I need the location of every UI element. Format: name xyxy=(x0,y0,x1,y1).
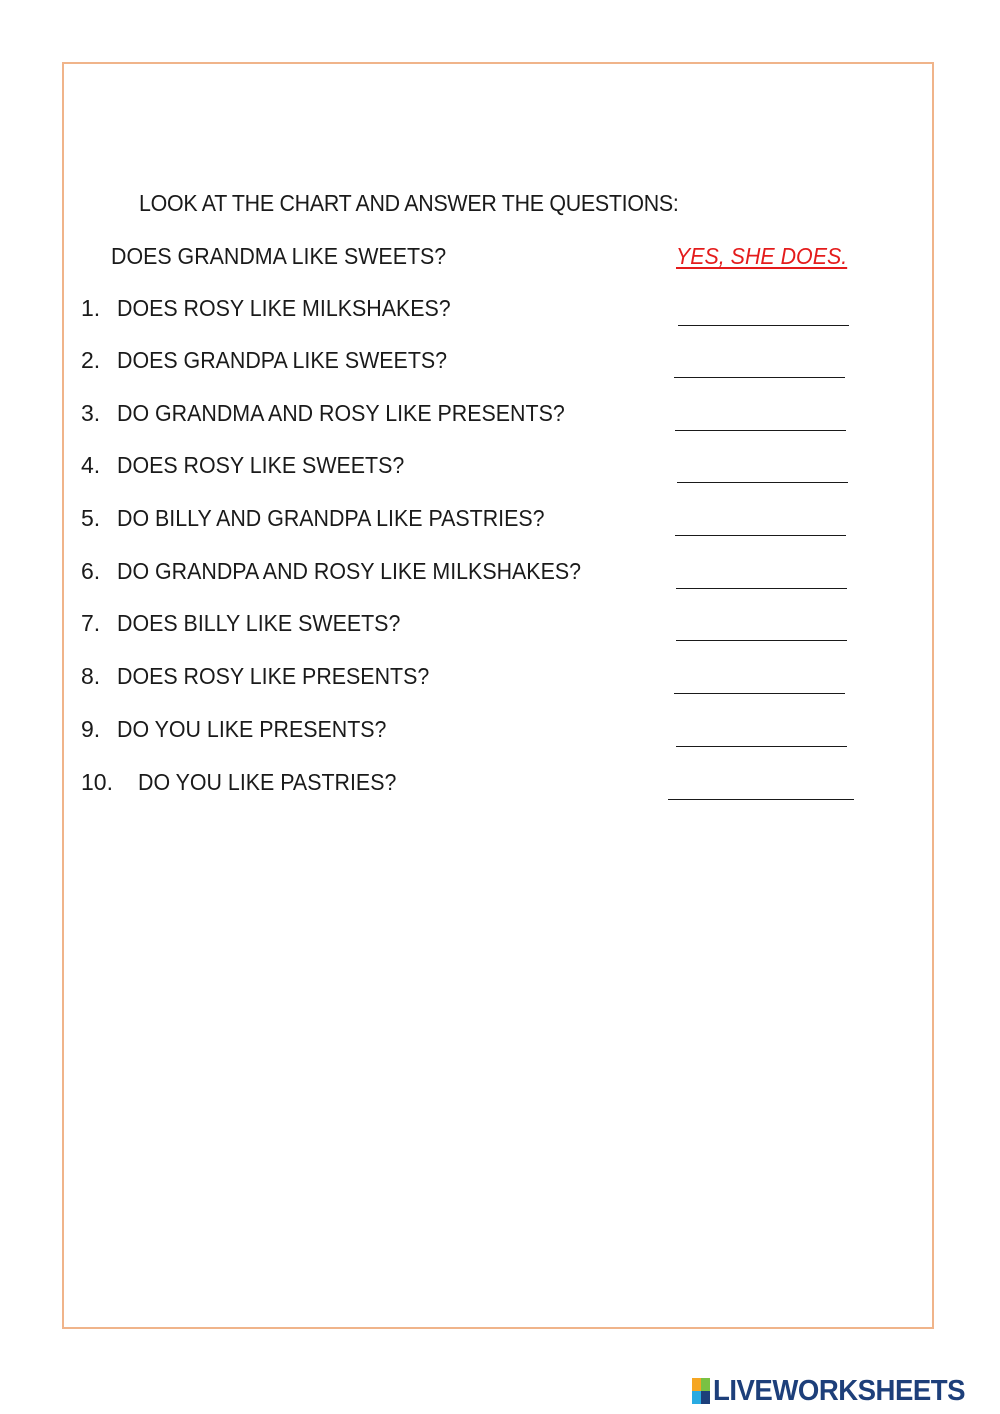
question-row-6 xyxy=(0,558,1000,598)
liveworksheets-logo-icon xyxy=(692,1378,710,1404)
question-number: 5. xyxy=(81,505,101,531)
question-text: DOES ROSY LIKE PRESENTS? xyxy=(117,663,430,689)
question-row-8 xyxy=(0,663,1000,703)
question-row-7 xyxy=(0,610,1000,650)
worksheet-instruction: LOOK AT THE CHART AND ANSWER THE QUESTIONS: xyxy=(139,190,679,216)
answer-field-2[interactable] xyxy=(674,377,845,378)
answer-field-8[interactable] xyxy=(674,693,845,694)
question-row-1 xyxy=(0,295,1000,335)
question-text: DOES ROSY LIKE SWEETS? xyxy=(117,452,405,478)
question-number: 2. xyxy=(81,347,101,373)
question-number: 4. xyxy=(81,452,101,478)
answer-field-9[interactable] xyxy=(676,746,847,747)
answer-field-5[interactable] xyxy=(675,535,846,536)
question-number: 7. xyxy=(81,610,101,636)
question-text: DO GRANDMA AND ROSY LIKE PRESENTS? xyxy=(117,400,565,426)
question-text: DO GRANDPA AND ROSY LIKE MILKSHAKES? xyxy=(117,558,582,584)
answer-field-10[interactable] xyxy=(668,799,854,800)
answer-field-7[interactable] xyxy=(676,640,847,641)
liveworksheets-logo xyxy=(692,1376,978,1406)
question-text: DOES GRANDPA LIKE SWEETS? xyxy=(117,347,448,373)
question-number: 9. xyxy=(81,716,101,742)
question-row-10 xyxy=(0,769,1000,809)
answer-field-3[interactable] xyxy=(675,430,846,431)
question-number: 8. xyxy=(81,663,101,689)
question-row-3 xyxy=(0,400,1000,440)
answer-field-4[interactable] xyxy=(677,482,848,483)
logo-text: LIVEWORKSHEETS xyxy=(713,1374,966,1407)
example-question: DOES GRANDMA LIKE SWEETS? xyxy=(111,243,447,269)
question-number: 3. xyxy=(81,400,101,426)
answer-field-6[interactable] xyxy=(676,588,847,589)
example-answer: YES, SHE DOES. xyxy=(676,243,848,269)
question-text: DO BILLY AND GRANDPA LIKE PASTRIES? xyxy=(117,505,545,531)
question-text: DO YOU LIKE PRESENTS? xyxy=(117,716,387,742)
question-text: DOES BILLY LIKE SWEETS? xyxy=(117,610,401,636)
question-number: 6. xyxy=(81,558,101,584)
question-text: DOES ROSY LIKE MILKSHAKES? xyxy=(117,295,451,321)
question-row-5 xyxy=(0,505,1000,545)
answer-field-1[interactable] xyxy=(678,325,849,326)
question-row-2 xyxy=(0,347,1000,387)
question-row-9 xyxy=(0,716,1000,756)
question-number: 1. xyxy=(81,295,101,321)
question-row-4 xyxy=(0,452,1000,492)
question-text: DO YOU LIKE PASTRIES? xyxy=(138,769,397,795)
question-number: 10. xyxy=(81,769,113,795)
